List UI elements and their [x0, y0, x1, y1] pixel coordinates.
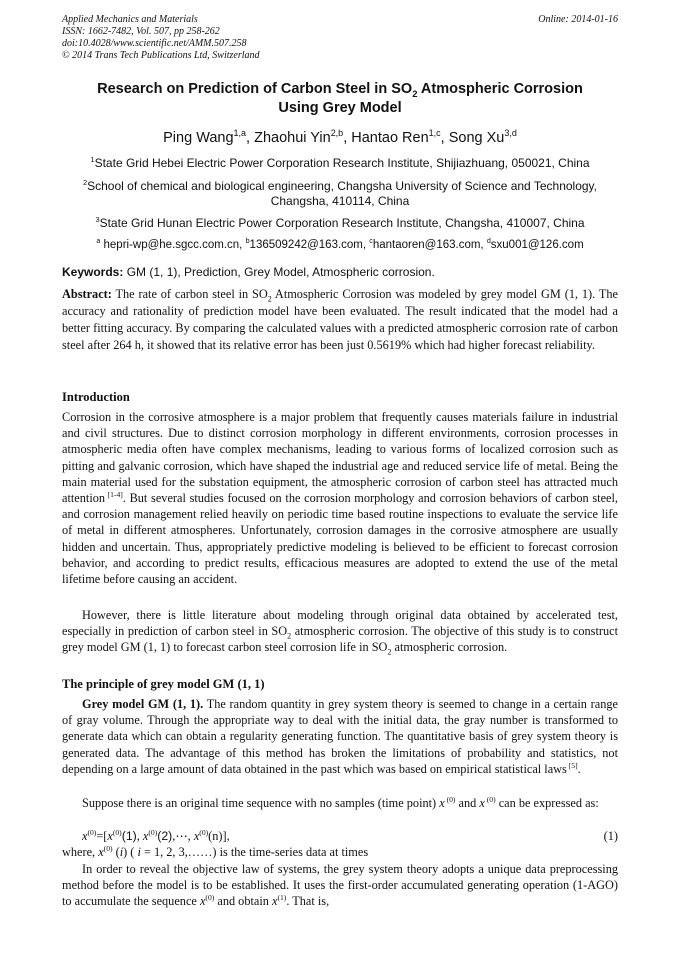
math-sup: (0): [148, 827, 158, 837]
doi-line: doi:10.4028/www.scientific.net/AMM.507.258: [62, 38, 247, 49]
math-arg: (1): [121, 829, 137, 843]
paper-title: [62, 80, 618, 118]
equation-number: (1): [603, 829, 618, 843]
keywords-label: Keywords:: [62, 265, 124, 279]
email-sup: b: [245, 237, 250, 246]
abstract-text: Atmospheric Corrosion was modeled by grey model GM (1, 1). The accuracy and rationality of prediction model have been evaluated. The result indicated that the model had a better fitting accuracy. By comparing the calculated values with a predicted atmospheric corrosion rate of carbon steel after 264 h, it showed that its relative error has been just 0.5619% which had higher forecast reliability.: [62, 287, 618, 352]
copyright-line: © 2014 Trans Tech Publications Ltd, Switzerland: [62, 50, 260, 61]
paragraph-text: and obtain: [214, 894, 272, 909]
abstract: [62, 286, 618, 354]
math-var: x: [439, 796, 445, 810]
paragraph-text: . That is,: [286, 894, 330, 909]
math-var: x: [479, 796, 485, 810]
paragraph-text: atmospheric corrosion. The objective of this study is to construct grey model GM (1, 1) to forecast carbon steel corrosion life in SO: [62, 624, 618, 655]
math-sup: (0): [112, 827, 122, 837]
author-name: Zhaohui Yin: [254, 130, 331, 146]
author-name: Song Xu: [448, 130, 505, 146]
math-var: x: [193, 829, 200, 843]
email-link[interactable]: 136509242@163.com,: [249, 239, 370, 251]
math-var: x: [98, 845, 104, 859]
online-date: Online: 2014-01-16: [538, 14, 618, 25]
email-sup: c: [369, 237, 373, 246]
affiliation-number: 3: [95, 215, 100, 224]
math-sup: (0): [205, 893, 215, 903]
math-var: i: [119, 845, 124, 859]
author-sup: 2,b: [330, 128, 344, 139]
subscript: 2: [387, 647, 392, 657]
title-part: Research on Prediction of Carbon Steel in SO: [97, 81, 413, 97]
math-sup: (0): [484, 794, 496, 804]
affiliation-3: [62, 216, 618, 231]
paragraph-text: .: [577, 761, 581, 776]
principle-paragraph-2: [62, 795, 618, 811]
math-var: x: [107, 829, 113, 843]
affiliation-1: [62, 156, 618, 171]
email-link[interactable]: sxu001@126.com: [490, 239, 584, 251]
issn-line: ISSN: 1662-7482, Vol. 507, pp 258-262: [62, 26, 220, 37]
paragraph-text: atmospheric corrosion.: [391, 640, 508, 655]
paragraph-text: can be expressed as:: [495, 796, 599, 810]
math-op: =[: [96, 829, 108, 843]
journal-header: [62, 14, 618, 62]
principle-paragraph-3: [62, 861, 618, 910]
math-var: x: [142, 829, 149, 843]
author-sup: 3,d: [504, 128, 517, 139]
math-sup: (0): [199, 827, 209, 837]
affiliation-text: Changsha, 410114, China: [270, 194, 410, 208]
email-link[interactable]: hantaoren@163.com,: [372, 239, 487, 251]
journal-name: Applied Mechanics and Materials: [62, 14, 198, 25]
author-name: Ping Wang: [163, 130, 234, 146]
principle-paragraph-1: [62, 696, 618, 777]
affiliation-text: School of chemical and biological engineering, Changsha University of Science and Technology,: [87, 179, 597, 193]
title-line2: Using Grey Model: [278, 100, 402, 116]
author-sup: 1,a: [233, 128, 247, 139]
math-var: x: [272, 894, 278, 909]
email-sup: d: [486, 237, 491, 246]
affiliation-number: 2: [82, 178, 88, 187]
subsection-lead: Grey model GM (1, 1).: [82, 697, 204, 711]
math-arg: (2): [157, 829, 173, 843]
section-heading-introduction: Introduction: [62, 390, 130, 404]
paragraph-text: (: [112, 845, 120, 859]
paragraph-text: In order to reveal the objective law of systems, the grey system theory adopts a unique data preprocessing method before the model is to be established. It uses the first-order accumulated generating operation (1-AGO) to accumulate the sequence: [62, 862, 618, 909]
math-arg: (n): [208, 829, 223, 843]
math-var: i: [137, 845, 141, 859]
title-part: Atmospheric Corrosion: [417, 81, 583, 97]
paragraph-text: = 1, 2, 3,……) is the time-series data at times: [140, 845, 369, 859]
math-op: ,: [136, 829, 143, 843]
math-sup: (0): [103, 843, 113, 853]
intro-paragraph-1: [62, 409, 618, 587]
paragraph-text: and: [455, 796, 480, 810]
math-op: ,⋯,: [172, 829, 194, 843]
title-subscript: 2: [412, 87, 418, 99]
citation[interactable]: [5]: [566, 760, 578, 770]
paragraph-text: The random quantity in grey system theory is seemed to change in a certain range of gray volume. Through the appropriate way to deal with the initial data, the gray number is transformed to generate data which can obtain a regularity generating function. The quantitative basis of grey system theory is generated data. The advantage of this method has broken the limitations of probability and statistics, not depending on a large amount of data obtained in the past which was based on empirical statistical laws: [62, 697, 618, 776]
math-var: x: [82, 829, 88, 843]
affiliation-2: [62, 179, 618, 209]
paragraph-text: ) (: [123, 845, 138, 859]
email-link[interactable]: hepri-wp@he.sgcc.com.cn,: [100, 239, 246, 251]
paragraph-text: Corrosion in the corrosive atmosphere is a major problem that frequently causes materials failure in industrial and civil structures. Due to distinct corrosion morphology in different environments, corrosion processes in atmospheric media often have complex mechanisms, leading to various forms of localized corrosion such as pitting and galvanic corrosion, which have shaped the industrial age and reduced service life of metal. Being the main material used for the substation equipment, the atmospheric corrosion of carbon steel has attracted much attention: [62, 410, 618, 506]
subscript: 2: [287, 631, 292, 641]
paragraph-text: . But several studies focused on the corrosion morphology and corrosion behaviors of carbon steel, and corrosion management relied heavily on periodic time based routine inspections to evaluate the service life of metal in different atmospheres. Unfortunately, corrosion damages in the corrosive atmosphere are usually hidden and uncertain. Thus, appropriately predictive modeling is believed to be efficient to forecast corrosion behavior, and according to predict results, efficacious measures are adopted to extend the use of the metal lifetime before causing an accident.: [62, 491, 618, 587]
intro-paragraph-2: [62, 607, 618, 656]
equation-1: [82, 828, 618, 844]
math-sup: (1): [277, 893, 287, 903]
math-var: x: [199, 894, 206, 909]
paragraph-text: Suppose there is an original time sequence with no samples (time point): [82, 796, 440, 810]
math-op: ],: [222, 829, 230, 843]
citation[interactable]: [1-4]: [105, 489, 123, 499]
where-clause: [62, 844, 618, 860]
email-sup: a: [96, 237, 101, 246]
paragraph-text: However, there is little literature about modeling through original data obtained by accelerated test, especially in prediction of carbon steel in SO: [62, 608, 618, 639]
math-sup: (0): [87, 827, 97, 837]
affiliation-number: 1: [90, 155, 95, 164]
abstract-subscript: 2: [267, 294, 272, 304]
abstract-label: Abstract:: [62, 287, 112, 301]
keywords: [62, 265, 618, 280]
math-sup: (0): [444, 794, 456, 804]
author-list: Ping Wang$^{1,a}$, Zhaohui Yin$^{2,b}$, Hantao Ren$^{1,c}$, Song Xu$^{3,d}$: [163, 128, 517, 146]
keywords-text: GM (1, 1), Prediction, Grey Model, Atmospheric corrosion.: [123, 265, 435, 279]
author-sup: 1,c: [428, 128, 441, 139]
section-heading-principle: The principle of grey model GM (1, 1): [62, 677, 265, 691]
abstract-text: The rate of carbon steel in SO: [111, 287, 268, 301]
paragraph-text: where,: [62, 845, 99, 859]
author-name: Hantao Ren: [351, 130, 429, 146]
author-emails: [62, 238, 618, 253]
affiliation-text: State Grid Hunan Electric Power Corporation Research Institute, Changsha, 410007, China: [99, 216, 585, 230]
affiliation-text: State Grid Hebei Electric Power Corporation Research Institute, Shijiazhuang, 050021, China: [94, 156, 590, 170]
